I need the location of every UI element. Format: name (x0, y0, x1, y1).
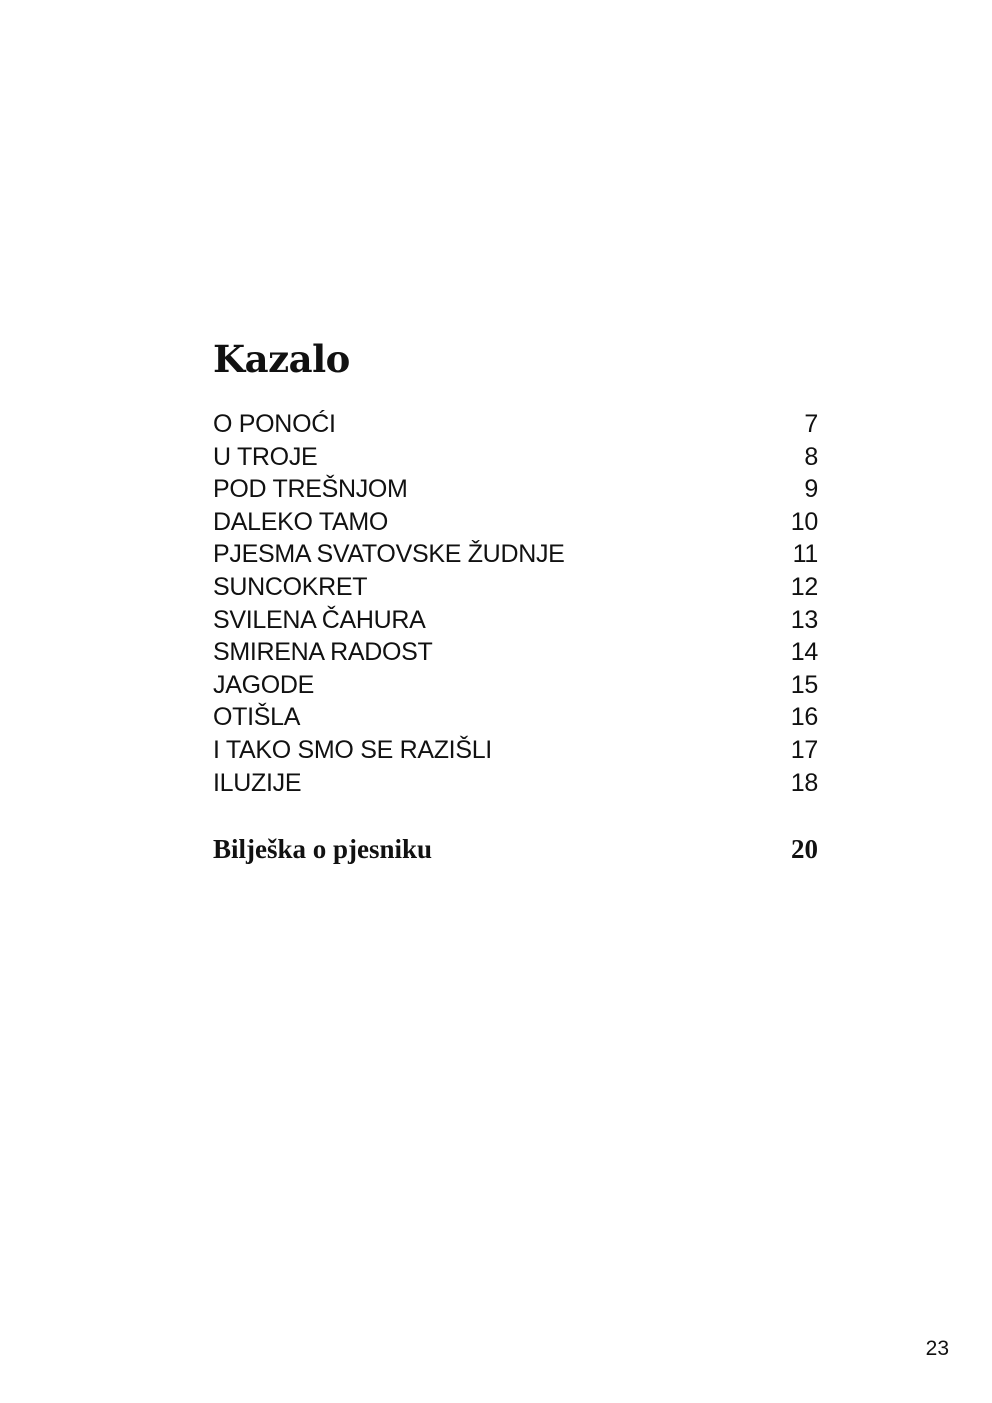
toc-entry-title: O PONOĆI (213, 410, 336, 438)
toc-entry-page: 9 (804, 475, 818, 504)
toc-entry-page: 12 (790, 572, 818, 601)
toc-entry-page: 15 (790, 670, 818, 699)
toc-entry-title: OTIŠLA (213, 703, 301, 732)
toc-entry[interactable] (213, 669, 818, 702)
toc-entry-page: 10 (790, 507, 818, 536)
toc-entry-page: 14 (790, 638, 818, 667)
toc-entry[interactable] (213, 571, 818, 604)
toc-entry[interactable] (213, 441, 818, 474)
toc-entry[interactable] (213, 538, 818, 571)
toc-entry-title: PJESMA SVATOVSKE ŽUDNJE (213, 540, 565, 569)
toc-entry[interactable] (213, 473, 818, 506)
toc-entry[interactable] (213, 408, 818, 441)
toc-entry-page: 8 (804, 442, 818, 471)
toc-note-title: Bilješka o pjesniku (213, 834, 433, 865)
toc-entry-page: 16 (790, 703, 818, 732)
toc-entry-title: SMIRENA RADOST (213, 638, 433, 667)
toc-entry-title: SVILENA ČAHURA (213, 605, 426, 634)
toc-entry[interactable] (213, 767, 818, 800)
page-number: 23 (925, 1337, 949, 1360)
toc-entry-page: 18 (790, 768, 818, 797)
toc-entry-title: DALEKO TAMO (213, 507, 388, 536)
toc-entry[interactable] (213, 701, 818, 734)
toc-entry-page: 13 (790, 605, 818, 634)
toc-entry[interactable] (213, 636, 818, 669)
toc-entry-title: ILUZIJE (213, 768, 302, 797)
toc-entry[interactable] (213, 734, 818, 767)
toc-note-entry[interactable] (213, 832, 818, 866)
toc-entry[interactable] (213, 506, 818, 539)
toc-entry-title: JAGODE (213, 670, 314, 699)
toc-entry-title: U TROJE (213, 442, 318, 471)
toc-title: Kazalo (213, 337, 350, 381)
toc-entry-title: I TAKO SMO SE RAZIŠLI (213, 735, 492, 764)
toc-entry-page: 11 (792, 540, 818, 569)
toc-list (213, 408, 818, 799)
toc-entry-title: POD TREŠNJOM (213, 475, 408, 504)
toc-entry-page: 17 (790, 735, 818, 764)
toc-entry-page: 7 (804, 410, 818, 438)
toc-entry-title: SUNCOKRET (213, 572, 368, 601)
toc-entry[interactable] (213, 604, 818, 637)
table-of-contents (213, 336, 818, 866)
toc-note-page: 20 (791, 834, 818, 865)
